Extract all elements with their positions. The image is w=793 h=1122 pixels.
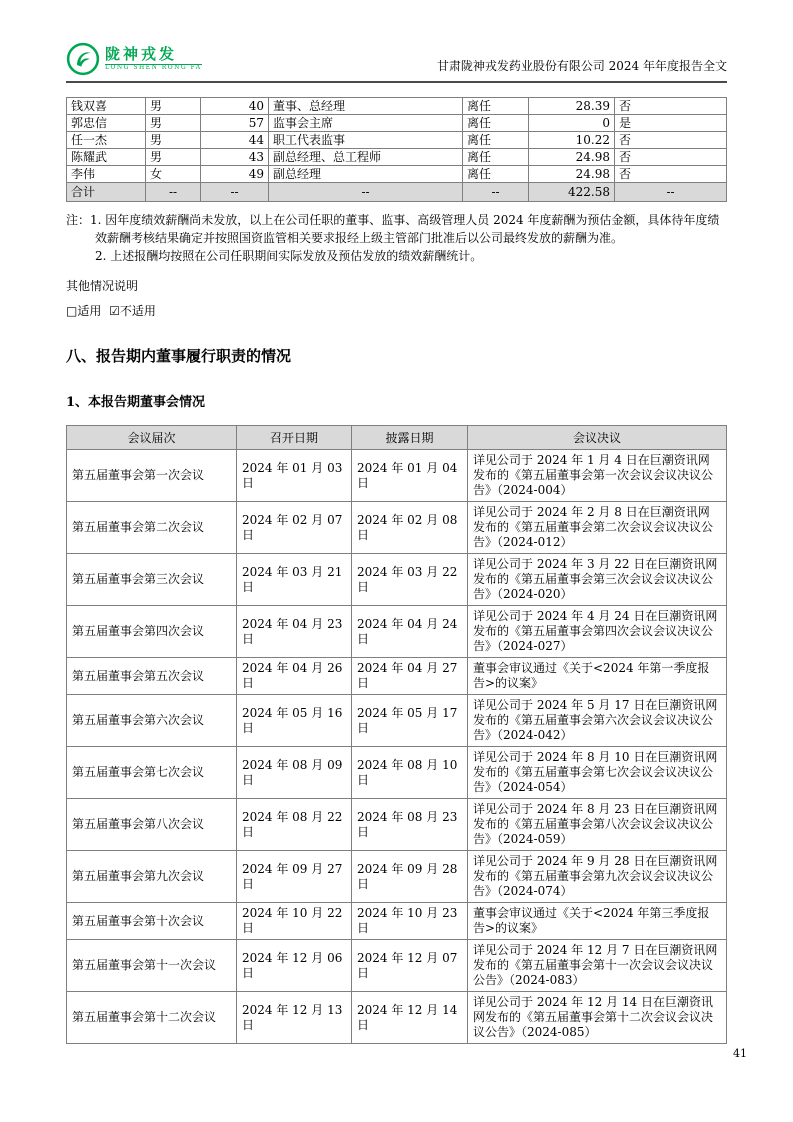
table-cell: 40 (201, 98, 269, 115)
table-row (67, 606, 727, 658)
meetings-table-body (67, 450, 727, 1044)
company-logo (66, 42, 202, 76)
meetings-table-header (67, 426, 727, 450)
table-cell: 离任 (463, 98, 529, 115)
table-row (67, 799, 727, 851)
table-cell: 董事会审议通过《关于<2024 年第三季度报告>的议案》 (468, 903, 727, 940)
table-cell: -- (201, 183, 269, 202)
table-cell: 2024 年 02 月 07 日 (237, 502, 352, 554)
table-cell: 57 (201, 115, 269, 132)
table-cell: 否 (615, 166, 727, 183)
table-cell: 2024 年 08 月 10 日 (352, 747, 468, 799)
table-cell: 详见公司于 2024 年 8 月 10 日在巨潮资讯网发布的《第五届董事会第七次会议会议决议公告》（2024-054） (468, 747, 727, 799)
table-cell: 合计 (67, 183, 146, 202)
other-note-label: 其他情况说明 (66, 279, 139, 293)
table-cell: 2024 年 01 月 04 日 (352, 450, 468, 502)
column-header: 召开日期 (237, 426, 352, 450)
company-logo-icon (66, 42, 100, 76)
table-row (67, 502, 727, 554)
table-cell: 陈耀武 (67, 149, 146, 166)
table-cell: 否 (615, 132, 727, 149)
table-row (67, 992, 727, 1044)
table-cell: 副总经理、总工程师 (269, 149, 463, 166)
personnel-remuneration-table (66, 97, 727, 202)
table-cell: 详见公司于 2024 年 9 月 28 日在巨潮资讯网发布的《第五届董事会第九次会议会议决议公告》（2024-074） (468, 851, 727, 903)
table-cell: 监事会主席 (269, 115, 463, 132)
table-cell: 详见公司于 2024 年 1 月 4 日在巨潮资讯网发布的《第五届董事会第一次会议会议决议公告》（2024-004） (468, 450, 727, 502)
table-cell: 2024 年 12 月 06 日 (237, 940, 352, 992)
table-cell: -- (146, 183, 201, 202)
personnel-table-body (67, 98, 727, 183)
table-cell: 第五届董事会第三次会议 (67, 554, 237, 606)
table-cell: 2024 年 08 月 23 日 (352, 799, 468, 851)
table-cell: 2024 年 04 月 24 日 (352, 606, 468, 658)
table-cell: -- (615, 183, 727, 202)
table-cell: 第五届董事会第十一次会议 (67, 940, 237, 992)
table-cell: 钱双喜 (67, 98, 146, 115)
company-logo-text (105, 46, 202, 71)
table-row (67, 747, 727, 799)
page-header (66, 42, 727, 83)
company-logo-subtext: LONG SHEN RONG FA (105, 63, 202, 71)
table-row (67, 115, 727, 132)
table-cell: 否 (615, 98, 727, 115)
table-cell: 李伟 (67, 166, 146, 183)
table-cell: 24.98 (529, 166, 615, 183)
table-cell: 第五届董事会第六次会议 (67, 695, 237, 747)
table-cell: 2024 年 05 月 17 日 (352, 695, 468, 747)
subsection-heading: 1、本报告期董事会情况 (66, 395, 206, 410)
table-cell: 离任 (463, 166, 529, 183)
table-cell: 否 (615, 149, 727, 166)
table-cell: 2024 年 05 月 16 日 (237, 695, 352, 747)
table-cell: 422.58 (529, 183, 615, 202)
table-row (67, 903, 727, 940)
table-cell: 离任 (463, 149, 529, 166)
table-cell: 2024 年 03 月 21 日 (237, 554, 352, 606)
table-cell: 43 (201, 149, 269, 166)
note-paragraph: 2. 上述报酬均按照在公司任职期间实际发放及预估发放的绩效薪酬统计。 (95, 249, 483, 263)
column-header: 会议届次 (67, 426, 237, 450)
table-cell: 第五届董事会第九次会议 (67, 851, 237, 903)
table-row (67, 940, 727, 992)
applicable-checkbox: □适用 (66, 304, 102, 318)
document-title: 甘肃陇神戎发药业股份有限公司 2024 年年度报告全文 (436, 59, 727, 73)
not-applicable-checkbox: ☑不适用 (109, 304, 156, 318)
table-cell: 2024 年 04 月 27 日 (352, 658, 468, 695)
applicability-checkboxes (66, 302, 727, 319)
table-cell: 董事会审议通过《关于<2024 年第一季度报告>的议案》 (468, 658, 727, 695)
table-cell: 2024 年 09 月 28 日 (352, 851, 468, 903)
table-cell: 详见公司于 2024 年 2 月 8 日在巨潮资讯网发布的《第五届董事会第二次会议会议决议公告》（2024-012） (468, 502, 727, 554)
table-cell: 10.22 (529, 132, 615, 149)
table-cell: 详见公司于 2024 年 4 月 24 日在巨潮资讯网发布的《第五届董事会第四次会议会议决议公告》（2024-027） (468, 606, 727, 658)
table-cell: 2024 年 09 月 27 日 (237, 851, 352, 903)
table-cell: 男 (146, 115, 201, 132)
table-cell: 详见公司于 2024 年 12 月 7 日在巨潮资讯网发布的《第五届董事会第十一次会议会议决议公告》（2024-083） (468, 940, 727, 992)
table-cell: 2024 年 12 月 14 日 (352, 992, 468, 1044)
table-cell: 2024 年 01 月 03 日 (237, 450, 352, 502)
table-cell: 第五届董事会第八次会议 (67, 799, 237, 851)
table-cell: 第五届董事会第七次会议 (67, 747, 237, 799)
table-cell: 第五届董事会第十二次会议 (67, 992, 237, 1044)
table-row (67, 166, 727, 183)
board-meetings-table (66, 425, 727, 1044)
table-cell: 2024 年 03 月 22 日 (352, 554, 468, 606)
table-cell: 24.98 (529, 149, 615, 166)
table-cell: 2024 年 08 月 09 日 (237, 747, 352, 799)
table-cell: 副总经理 (269, 166, 463, 183)
table-cell: 2024 年 10 月 23 日 (352, 903, 468, 940)
table-cell: 2024 年 04 月 23 日 (237, 606, 352, 658)
table-cell: 2024 年 12 月 13 日 (237, 992, 352, 1044)
table-row (67, 695, 727, 747)
company-logo-name: 陇神戎发 (105, 46, 202, 65)
table-row (67, 554, 727, 606)
table-cell: 男 (146, 149, 201, 166)
section-heading: 八、报告期内董事履行职责的情况 (66, 347, 292, 365)
table-cell: 2024 年 10 月 22 日 (237, 903, 352, 940)
table-cell: 郭忠信 (67, 115, 146, 132)
table-header-row (67, 426, 727, 450)
table-cell: 第五届董事会第十次会议 (67, 903, 237, 940)
table-cell: 第五届董事会第四次会议 (67, 606, 237, 658)
table-cell: 离任 (463, 132, 529, 149)
table-cell: 第五届董事会第五次会议 (67, 658, 237, 695)
table-cell: 男 (146, 132, 201, 149)
table-cell: 详见公司于 2024 年 12 月 14 日在巨潮资讯网发布的《第五届董事会第十二次会议会议决议公告》（2024-085） (468, 992, 727, 1044)
table-cell: -- (463, 183, 529, 202)
table-cell: 第五届董事会第二次会议 (67, 502, 237, 554)
table-cell: 2024 年 08 月 22 日 (237, 799, 352, 851)
table-total-row (67, 183, 727, 202)
table-cell: -- (269, 183, 463, 202)
table-cell: 第五届董事会第一次会议 (67, 450, 237, 502)
table-cell: 职工代表监事 (269, 132, 463, 149)
table-cell: 49 (201, 166, 269, 183)
personnel-table-total (67, 183, 727, 202)
table-cell: 任一杰 (67, 132, 146, 149)
table-row (67, 132, 727, 149)
table-cell: 44 (201, 132, 269, 149)
table-cell: 2024 年 04 月 26 日 (237, 658, 352, 695)
table-row (67, 658, 727, 695)
table-cell: 详见公司于 2024 年 5 月 17 日在巨潮资讯网发布的《第五届董事会第六次会议会议决议公告》（2024-042） (468, 695, 727, 747)
column-header: 披露日期 (352, 426, 468, 450)
table-row (67, 98, 727, 115)
table-cell: 详见公司于 2024 年 3 月 22 日在巨潮资讯网发布的《第五届董事会第三次会议会议决议公告》（2024-020） (468, 554, 727, 606)
table-cell: 28.39 (529, 98, 615, 115)
table-cell: 2024 年 02 月 08 日 (352, 502, 468, 554)
table-cell: 0 (529, 115, 615, 132)
table-notes (66, 211, 727, 265)
column-header: 会议决议 (468, 426, 727, 450)
table-cell: 离任 (463, 115, 529, 132)
table-row (67, 450, 727, 502)
page-number: 41 (733, 1047, 747, 1060)
table-row (67, 149, 727, 166)
table-cell: 详见公司于 2024 年 8 月 23 日在巨潮资讯网发布的《第五届董事会第八次会议会议决议公告》（2024-059） (468, 799, 727, 851)
table-cell: 2024 年 12 月 07 日 (352, 940, 468, 992)
table-cell: 是 (615, 115, 727, 132)
note-paragraph: 注：1. 因年度绩效薪酬尚未发放，以上在公司任职的董事、监事、高级管理人员 2024 年度薪酬为预估金额，具体待年度绩效薪酬考核结果确定并按照国资监管相关要求报经上级主管部门批准后以公司最终发放的薪酬为准。 (66, 213, 720, 245)
table-cell: 男 (146, 98, 201, 115)
table-row (67, 851, 727, 903)
table-cell: 董事、总经理 (269, 98, 463, 115)
table-cell: 女 (146, 166, 201, 183)
